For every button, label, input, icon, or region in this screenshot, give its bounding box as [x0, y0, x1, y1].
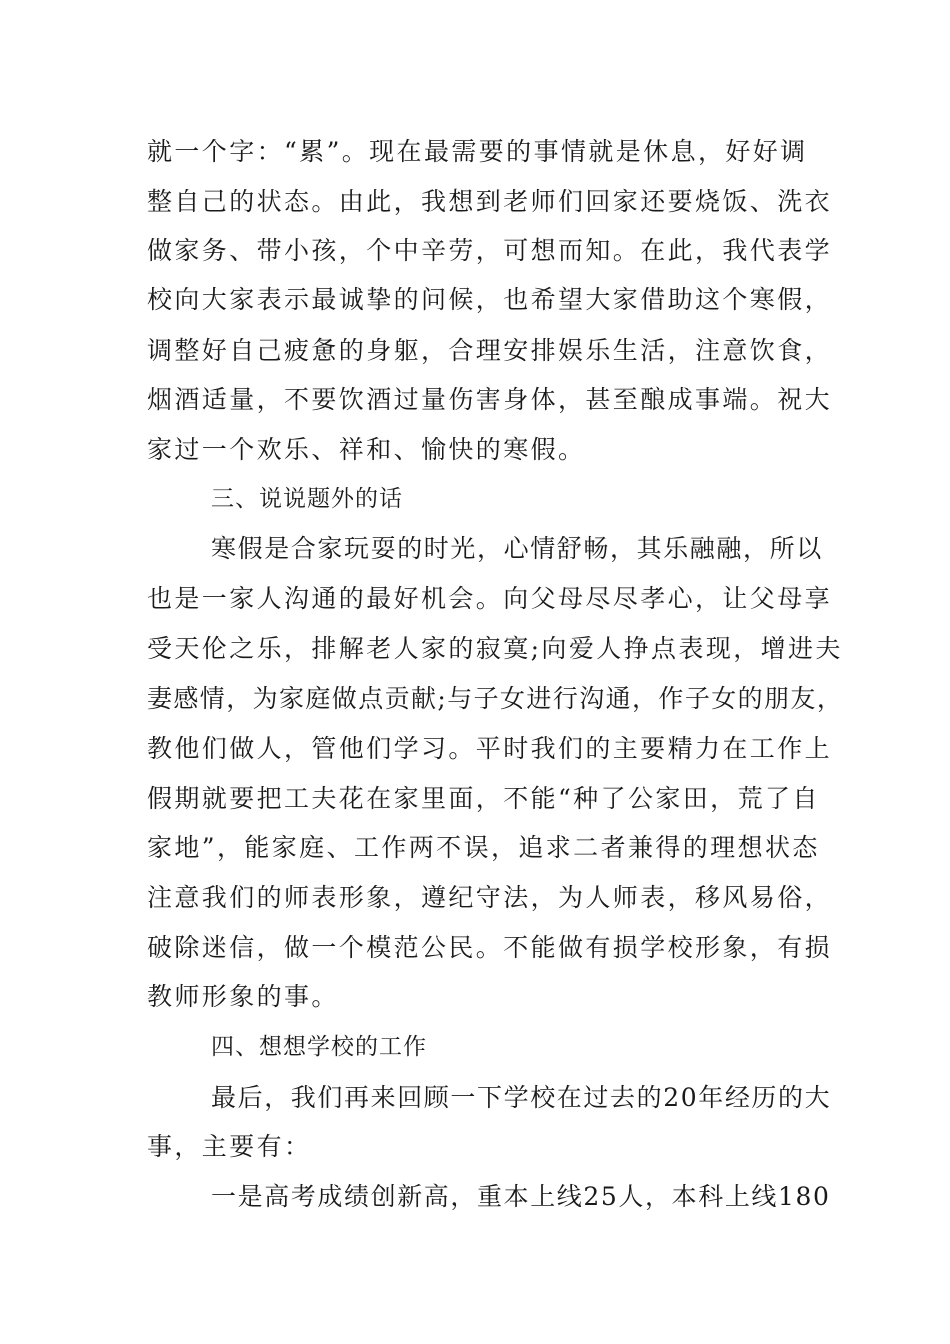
text-line: 最后，我们再来回顾一下学校在过去的20年经历的大 [211, 1083, 832, 1112]
text-line: 教师形象的事。 [147, 982, 339, 1011]
text-line: 妻感情，为家庭做点贡献;与子女进行沟通，作子女的朋友， [147, 684, 844, 713]
text-line: 假期就要把工夫花在家里面，不能“种了公家田，荒了自 [147, 784, 820, 813]
text-line: 就一个字：“累”。现在最需要的事情就是休息，好好调 [147, 137, 808, 166]
text-line: 做家务、带小孩，个中辛劳，可想而知。在此，我代表学 [147, 236, 833, 265]
text-line: 受天伦之乐，排解老人家的寂寞;向爱人挣点表现，增进夫 [147, 634, 843, 663]
text-line: 一是高考成绩创新高，重本上线25人，本科上线180 [211, 1182, 831, 1211]
text-line: 也是一家人沟通的最好机会。向父母尽尽孝心，让父母享 [147, 584, 833, 613]
text-line: 家过一个欢乐、祥和、愉快的寒假。 [147, 435, 586, 464]
text-line: 寒假是合家玩耍的时光，心情舒畅，其乐融融，所以 [211, 534, 823, 563]
text-line: 烟酒适量，不要饮酒过量伤害身体，甚至酿成事端。祝大 [147, 385, 833, 414]
text-line: 家地”，能家庭、工作两不误，追求二者兼得的理想状态 [147, 833, 820, 862]
text-line: 整自己的状态。由此，我想到老师们回家还要烧饭、洗衣 [147, 187, 833, 216]
text-line: 注意我们的师表形象，遵纪守法，为人师表，移风易俗， [147, 883, 833, 912]
section-heading: 三、说说题外的话 [211, 486, 403, 512]
text-line: 教他们做人，管他们学习。平时我们的主要精力在工作上 [147, 734, 833, 763]
text-line: 事，主要有： [147, 1132, 312, 1161]
text-line: 校向大家表示最诚挚的问候，也希望大家借助这个寒假， [147, 285, 833, 314]
section-heading: 四、想想学校的工作 [211, 1034, 427, 1060]
text-line: 调整好自己疲惫的身躯，合理安排娱乐生活，注意饮食， [147, 336, 833, 365]
text-line: 破除迷信，做一个模范公民。不能做有损学校形象，有损 [147, 933, 833, 962]
